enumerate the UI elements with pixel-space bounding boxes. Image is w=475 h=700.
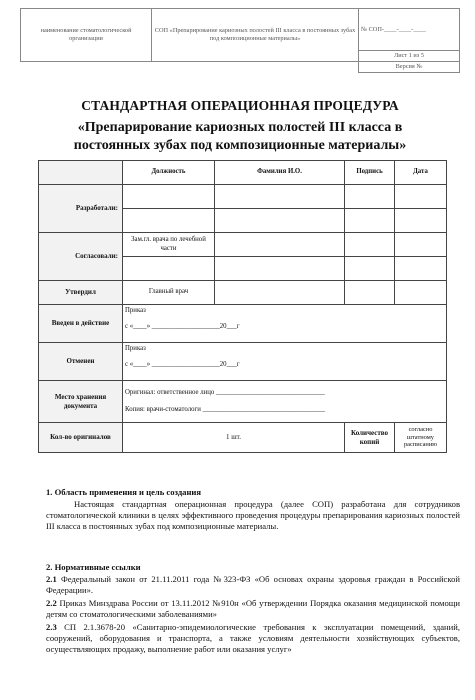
- ref-item-2-number: 2.2: [46, 598, 57, 608]
- document-header: [20, 8, 460, 73]
- ref-item-1: [46, 574, 460, 596]
- doc-subtitle: [20, 119, 460, 155]
- col-name: Фамилия И.О.: [215, 161, 345, 185]
- agreed-label: Согласовали:: [39, 233, 123, 281]
- ref-item-3: [46, 622, 460, 655]
- agreed-position: Зам.гл. врача по лечебной части: [123, 233, 215, 257]
- section1-heading: 1. Область применения и цель создания: [46, 487, 202, 497]
- ref-item-1-number: 2.1: [46, 574, 57, 584]
- version-number: Версия №: [359, 62, 460, 73]
- doc-subtitle-line2: постоянных зубах под композиционные материалы»: [73, 138, 407, 153]
- approved-position: Главный врач: [123, 281, 215, 305]
- originals-count-value: 1 шт.: [123, 423, 345, 453]
- storage-label: Место хранения документа: [39, 381, 123, 423]
- ref-item-1-text: Федеральный закон от 21.11.2011 года №323-ФЗ «Об основах охраны здоровья граждан в Российской Федерации».: [46, 574, 460, 595]
- approval-table: [38, 160, 447, 453]
- section2-heading: 2. Нормативные ссылки: [46, 562, 141, 572]
- organization-name: наименование стоматологической организации: [21, 9, 152, 62]
- col-date: Дата: [395, 161, 447, 185]
- ref-item-3-text: СП 2.1.3678-20 «Санитарно-эпидемиологические требования к эксплуатации помещений, зданий, сооружений, оборудования и транспорта, а также условиям деятельности хозяйствующих субъектов, осуществляющих продажу, выполнение работ или оказания услуг»: [46, 622, 460, 654]
- ref-item-2: [46, 598, 460, 620]
- approved-label: Утвердил: [39, 281, 123, 305]
- col-position: Должность: [123, 161, 215, 185]
- storage-original: Оригинал: ответственное лицо ________________________________: [125, 389, 325, 397]
- cancelled-label: Отменен: [39, 343, 123, 381]
- copies-count-label: Количество копий: [345, 423, 395, 453]
- doc-subtitle-line1: «Препарирование кариозных полостей III класса в: [77, 120, 403, 135]
- storage-copy: Копия: врачи-стоматологи ____________________________________: [125, 405, 325, 413]
- introduced-order: Приказ: [125, 307, 146, 314]
- sheet-number: Лист 1 из 5: [359, 51, 460, 62]
- section1-text: Настоящая стандартная операционная процедура (далее СОП) разработана для сотрудников стоматологической клиники в целях эффективного проведения процедуры препарирования кариозных полостей III класса в постоянных зубах под композиционные материалы.: [46, 499, 460, 531]
- copies-count-value: согласно штатному расписанию: [395, 423, 447, 453]
- col-signature: Подпись: [345, 161, 395, 185]
- sop-header-title: СОП «Препарирование кариозных полостей III класса в постоянных зубах под композиционные материалы»: [152, 9, 359, 62]
- cancelled-order: Приказ: [125, 345, 146, 352]
- ref-item-3-number: 2.3: [46, 622, 57, 632]
- sop-number: № СОП-____-____-____: [359, 9, 460, 51]
- cancelled-date: с «____» ____________________20___г: [125, 361, 240, 369]
- ref-item-2-text: Приказ Минздрава России от 13.11.2012 №910н «Об утверждении Порядка оказания медицинской помощи детям со стоматологическими заболеваниями»: [46, 598, 460, 619]
- originals-count-label: Кол-во оригиналов: [39, 423, 123, 453]
- introduced-date: с «____» ____________________20___г: [125, 323, 240, 331]
- doc-title: СТАНДАРТНАЯ ОПЕРАЦИОННАЯ ПРОЦЕДУРА: [81, 98, 399, 113]
- introduced-label: Введен в действие: [39, 305, 123, 343]
- developed-label: Разработали:: [39, 185, 123, 233]
